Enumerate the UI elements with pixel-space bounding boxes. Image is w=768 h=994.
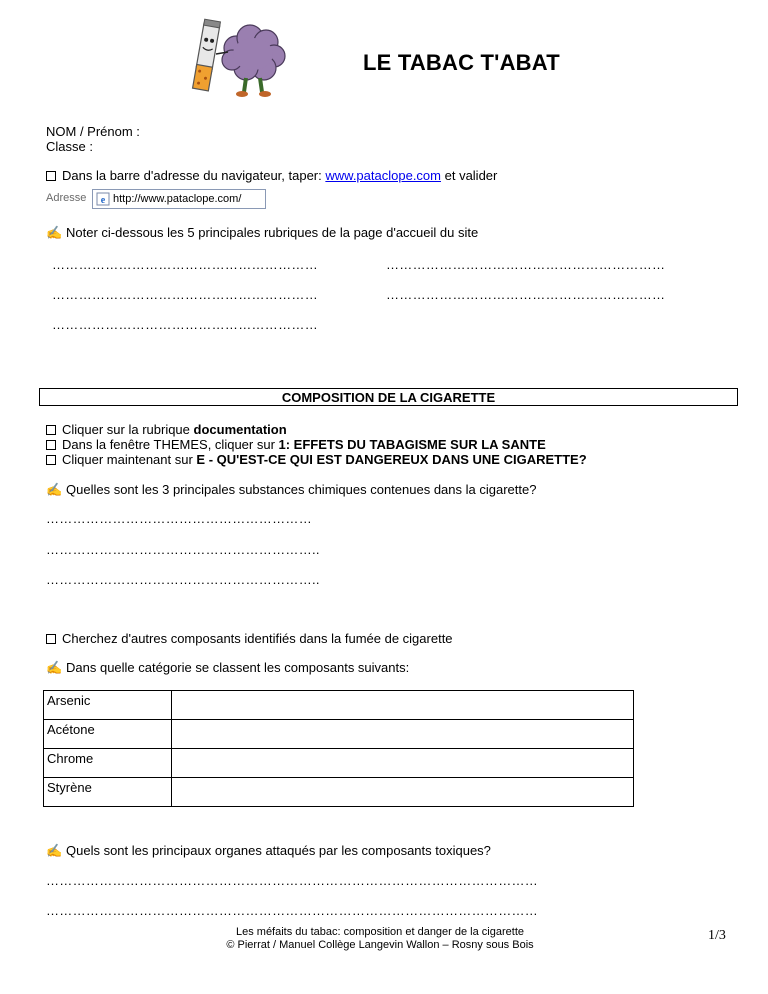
address-label: Adresse bbox=[46, 192, 87, 204]
cigarette-cartoon-illustration bbox=[188, 18, 294, 102]
answer-line: ……………………………………………………… bbox=[386, 257, 666, 272]
class-label: Classe : bbox=[46, 139, 93, 154]
section-title: COMPOSITION DE LA CIGARETTE bbox=[39, 388, 738, 406]
svg-text:e: e bbox=[100, 195, 106, 206]
pen-icon: ✍ bbox=[46, 225, 63, 240]
pen-icon: ✍ bbox=[46, 482, 63, 497]
component-name: Arsenic bbox=[44, 691, 172, 720]
pataclope-link[interactable]: www.pataclope.com bbox=[325, 168, 441, 183]
category-cell[interactable] bbox=[172, 778, 634, 807]
instruction-rubriques: ✍ Noter ci-dessous les 5 principales rubriques de la page d'accueil du site bbox=[46, 225, 479, 240]
address-bar-image bbox=[46, 189, 266, 209]
table-row bbox=[44, 720, 634, 749]
component-name: Styrène bbox=[44, 778, 172, 807]
pen-icon: ✍ bbox=[46, 660, 63, 675]
checkbox[interactable] bbox=[46, 455, 56, 465]
category-cell[interactable] bbox=[172, 720, 634, 749]
checkbox[interactable] bbox=[46, 634, 56, 644]
answer-line: …………………………………………………….. bbox=[46, 572, 320, 587]
ie-page-icon bbox=[96, 192, 110, 206]
question-organs: ✍ Quels sont les principaux organes attaqués par les composants toxiques? bbox=[46, 843, 491, 858]
answer-line: …………………………………………………… bbox=[52, 287, 318, 302]
answer-line: …………………………………………………… bbox=[46, 511, 312, 526]
category-cell[interactable] bbox=[172, 749, 634, 778]
address-url: http://www.pataclope.com/ bbox=[113, 193, 242, 205]
footer-line-2: © Pierrat / Manuel Collège Langevin Wallon – Rosny sous Bois bbox=[226, 939, 534, 951]
component-name: Chrome bbox=[44, 749, 172, 778]
answer-line: ………………………………………………………………………………………………… bbox=[46, 873, 539, 888]
step-documentation: Cliquer sur la rubrique documentation bbox=[46, 422, 287, 437]
table-row bbox=[44, 778, 634, 807]
address-field bbox=[92, 189, 266, 209]
answer-line: …………………………………………………… bbox=[52, 317, 318, 332]
question-category: ✍ Dans quelle catégorie se classent les composants suivants: bbox=[46, 660, 410, 675]
answer-line: ………………………………………………………………………………………………… bbox=[46, 903, 539, 918]
name-label: NOM / Prénom : bbox=[46, 124, 140, 139]
checkbox[interactable] bbox=[46, 425, 56, 435]
table-row bbox=[44, 749, 634, 778]
footer bbox=[150, 926, 610, 952]
components-table bbox=[43, 690, 634, 807]
step-other-components: Cherchez d'autres composants identifiés dans la fumée de cigarette bbox=[46, 631, 453, 646]
page-title: LE TABAC T'ABAT bbox=[363, 50, 560, 75]
step-dangerous: Cliquer maintenant sur E - QU'EST-CE QUI EST DANGEREUX DANS UNE CIGARETTE? bbox=[46, 452, 587, 467]
question-substances: ✍ Quelles sont les 3 principales substances chimiques contenues dans la cigarette? bbox=[46, 482, 537, 497]
answer-line: …………………………………………………….. bbox=[46, 542, 320, 557]
page-number: 1/3 bbox=[708, 928, 726, 943]
footer-line-1: Les méfaits du tabac: composition et danger de la cigarette bbox=[235, 926, 524, 938]
category-cell[interactable] bbox=[172, 691, 634, 720]
step-type-url: Dans la barre d'adresse du navigateur, taper: www.pataclope.com et valider bbox=[46, 168, 497, 183]
checkbox[interactable] bbox=[46, 171, 56, 181]
component-name: Acétone bbox=[44, 720, 172, 749]
table-row bbox=[44, 691, 634, 720]
answer-line: …………………………………………………… bbox=[52, 257, 318, 272]
answer-line: ……………………………………………………… bbox=[386, 287, 666, 302]
pen-icon: ✍ bbox=[46, 843, 63, 858]
checkbox[interactable] bbox=[46, 440, 56, 450]
step-themes: Dans la fenêtre THEMES, cliquer sur 1: EFFETS DU TABAGISME SUR LA SANTE bbox=[46, 437, 546, 452]
